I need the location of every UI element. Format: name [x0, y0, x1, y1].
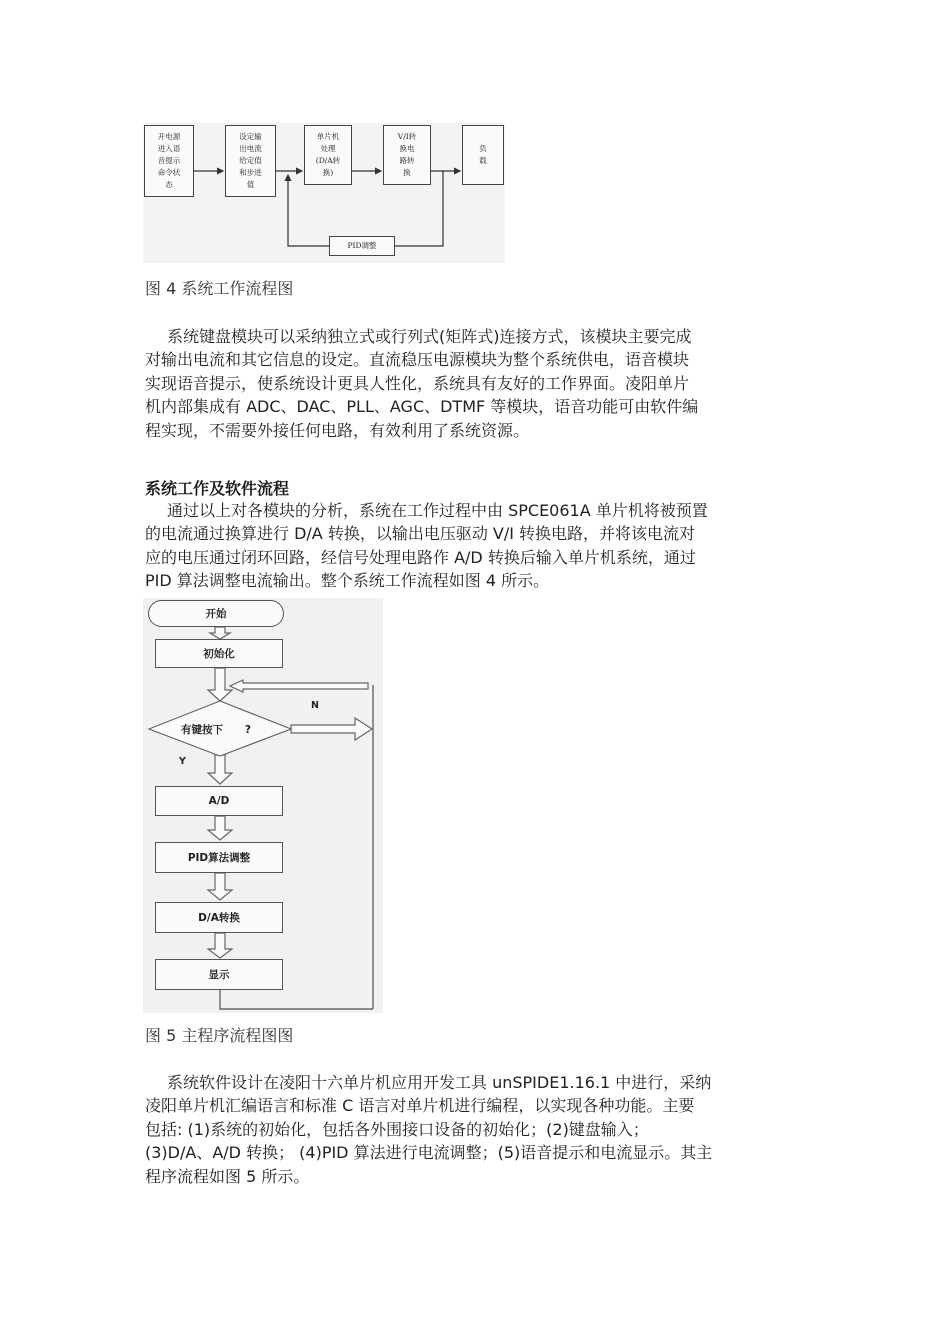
paragraph-line: 实现语音提示，使系统设计更具人性化，系统具有友好的工作界面。凌阳单片 — [145, 373, 690, 393]
figure4-caption: 图 4 系统工作流程图 — [145, 279, 294, 298]
paragraph-software-design — [145, 1071, 810, 1188]
hollow-arrow-icon — [208, 933, 232, 958]
flowchart-step-ad: A/D — [155, 786, 283, 816]
paragraph-line: 程实现，不需要外接任何电路，有效利用了系统资源。 — [145, 420, 530, 440]
section-heading: 系统工作及软件流程 — [145, 479, 290, 498]
flow-box-load: 负 载 — [462, 125, 504, 185]
paragraph-line: 的电流通过换算进行 D/A 转换，以输出电压驱动 V/I 转换电路，并将该电流对 — [145, 524, 696, 544]
hollow-arrow-icon — [208, 755, 232, 784]
paragraph-system-work — [145, 499, 810, 593]
flowchart-step-display: 显示 — [155, 959, 283, 990]
system-flow-diagram — [143, 123, 505, 263]
flowchart-no-label: N — [311, 700, 319, 711]
hollow-arrow-icon — [208, 816, 232, 840]
flow-box-vi-convert: V/I转 换电 路转 换 — [383, 125, 431, 185]
flowchart-start: 开始 — [148, 600, 284, 627]
flowchart-decision-label: 有键按下 ? — [181, 724, 252, 736]
paragraph-line: (3)D/A、A/D 转换； (4)PID 算法进行电流调整；(5)语音提示和电流显示。其主 — [145, 1143, 713, 1163]
paragraph-keyboard-module — [145, 325, 810, 442]
paragraph-line: 应的电压通过闭环回路，经信号处理电路作 A/D 转换后输入单片机系统，通过 — [145, 547, 696, 567]
loop-line-bottom — [220, 990, 373, 1009]
paragraph-line: PID 算法调整电流输出。整个系统工作流程如图 4 所示。 — [145, 571, 550, 591]
hollow-arrow-icon — [208, 668, 232, 701]
paragraph-line: 系统键盘模块可以采纳独立式或行列式(矩阵式)连接方式，该模块主要完成 — [167, 327, 692, 346]
flow-box-power-on: 开电源 进入语 音提示 命令状 态 — [144, 125, 194, 197]
main-program-flowchart — [143, 598, 383, 1013]
flowchart-yes-label: Y — [179, 756, 186, 767]
paragraph-line: 包括: (1)系统的初始化，包括各外围接口设备的初始化；(2)键盘输入； — [145, 1119, 649, 1139]
flow-box-mcu-process: 单片机 处理 (D/A转 换) — [304, 125, 352, 185]
flowchart-init: 初始化 — [155, 639, 283, 668]
paragraph-line: 系统软件设计在凌阳十六单片机应用开发工具 unSPIDE1.16.1 中进行，采纳 — [167, 1073, 712, 1092]
feedback-line-left — [288, 175, 329, 246]
flowchart-step-pid: PID算法调整 — [155, 842, 283, 873]
figure5-caption: 图 5 主程序流程图图 — [145, 1026, 294, 1045]
paragraph-line: 凌阳单片机汇编语言和标准 C 语言对单片机进行编程，以实现各种功能。主要 — [145, 1096, 695, 1116]
flow-box-pid: PID调整 — [329, 236, 395, 256]
paragraph-line: 对输出电流和其它信息的设定。直流稳压电源模块为整个系统供电，语音模块 — [145, 350, 690, 370]
hollow-arrow-left-icon — [230, 680, 368, 692]
paragraph-line: 程序流程如图 5 所示。 — [145, 1166, 310, 1186]
hollow-arrow-right-icon — [291, 718, 372, 740]
paragraph-line: 机内部集成有 ADC、DAC、PLL、AGC、DTMF 等模块，语音功能可由软件编 — [145, 397, 699, 417]
flowchart-step-da: D/A转换 — [155, 902, 283, 933]
hollow-arrow-icon — [208, 873, 232, 900]
paragraph-line: 通过以上对各模块的分析，系统在工作过程中由 SPCE061A 单片机将被预置 — [167, 501, 708, 520]
flow-box-set-current: 设定输 出电流 给定值 和步进 值 — [225, 125, 276, 197]
hollow-arrow-icon — [210, 627, 230, 639]
